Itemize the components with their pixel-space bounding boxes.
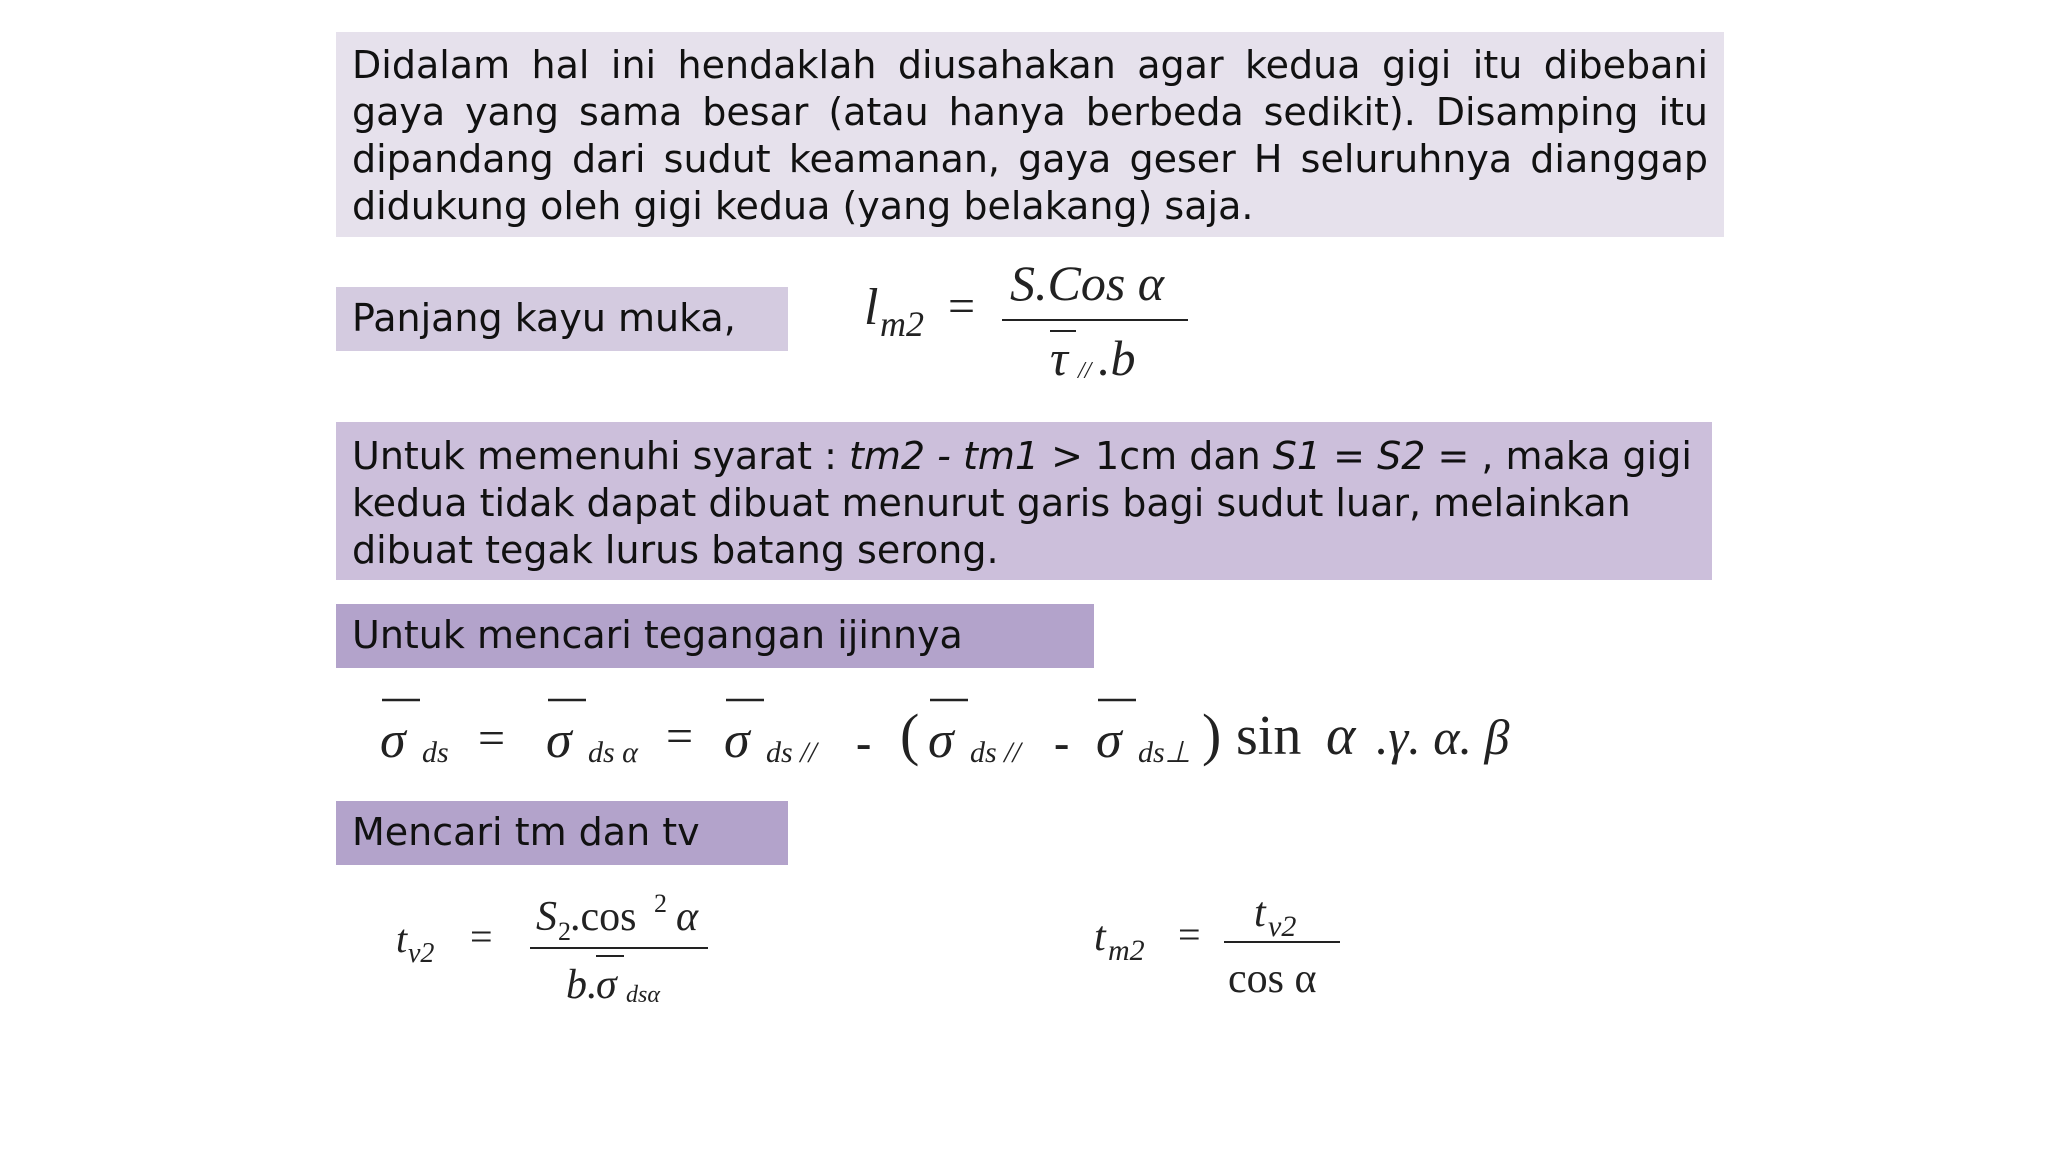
intro-paragraph: Didalam hal ini hendaklah diusahakan agar kedua gigi itu dibebani gaya yang sama besar (atau hanya berbeda sedikit). Disamping itu dipandang dari sudut keamanan, gaya geser H seluruhnya dianggap didukung oleh gigi kedua (yang belakang) saja. — [352, 43, 1708, 228]
sigma-open-paren: ( — [900, 702, 920, 767]
tv2-num-alpha: α — [676, 894, 699, 940]
sigma-eq2: = — [666, 710, 694, 763]
sigma-minus2: - — [1054, 717, 1070, 768]
tv2-equals: = — [470, 914, 493, 959]
condition-expression: tm2 - tm1 — [849, 434, 1040, 478]
tm2-num-sub: v2 — [1268, 910, 1297, 943]
tm-tv-label-box — [336, 801, 788, 865]
panjang-label-box — [336, 287, 788, 351]
lm2-lhs-sub: m2 — [880, 304, 924, 344]
tm2-num-t: t — [1254, 890, 1266, 936]
panjang-label: Panjang kayu muka, — [352, 296, 736, 340]
tv2-lhs-sub: v2 — [408, 938, 435, 969]
lm2-equals: = — [948, 280, 976, 333]
sigma5-sub: ds⊥ — [1138, 736, 1191, 769]
sigma4-symbol: σ — [928, 712, 954, 769]
condition-prefix: Untuk memenuhi syarat : — [352, 434, 849, 478]
tv2-den-b: b. — [566, 962, 598, 1008]
tv2-den-sigma: σ — [596, 962, 617, 1008]
sigma4-sub: ds // — [970, 736, 1021, 769]
sigma1-sub: ds — [422, 736, 449, 769]
formula-tv2 — [390, 880, 740, 1020]
lm2-den-sub: // — [1078, 358, 1092, 384]
tegangan-label-box — [336, 604, 1094, 668]
tegangan-label: Untuk mencari tegangan ijinnya — [352, 613, 963, 657]
sigma3-symbol: σ — [724, 712, 750, 769]
sigma2-sub: ds α — [588, 736, 638, 769]
tv2-num-sup: 2 — [654, 889, 667, 918]
lm2-numerator: S.Cos α — [1010, 255, 1165, 311]
sigma2-symbol: σ — [546, 712, 572, 769]
lm2-den-rest: .b — [1098, 330, 1136, 386]
tv2-num-S: S — [536, 894, 557, 940]
formula-tm2 — [1086, 880, 1366, 1020]
lm2-den-tau: τ — [1050, 330, 1068, 386]
sigma5-symbol: σ — [1096, 712, 1122, 769]
tm2-lhs: t — [1094, 914, 1106, 960]
tv2-lhs: t — [396, 916, 408, 961]
tv2-den-sub: dsα — [626, 982, 660, 1008]
sigma-close-paren: ) — [1202, 702, 1222, 767]
sigma3-sub: ds // — [766, 736, 817, 769]
sigma-eq1: = — [478, 712, 506, 765]
tm2-den: cos α — [1228, 956, 1317, 1002]
sigma-alpha: α — [1326, 705, 1356, 767]
tv2-num-cos: .cos — [570, 894, 637, 940]
formula-sigma — [370, 682, 1550, 782]
sigma-sin: sin — [1236, 705, 1302, 767]
tm-tv-label: Mencari tm dan tv — [352, 810, 700, 854]
sigma1-symbol: σ — [380, 712, 406, 769]
condition-suffix: , maka gigi kedua tidak dapat dibuat menurut garis bagi sudut luar, melainkan dibuat tegak lurus batang serong. — [352, 434, 1692, 572]
intro-paragraph-box — [336, 32, 1724, 237]
condition-equality: S1 = S2 = — [1272, 434, 1470, 478]
condition-paragraph-box — [336, 422, 1712, 580]
lm2-lhs: l — [864, 279, 879, 336]
sigma-minus1: - — [856, 717, 872, 768]
tm2-lhs-sub: m2 — [1108, 934, 1145, 967]
condition-middle: > 1cm dan — [1039, 434, 1273, 478]
sigma-tail: .γ. α. β — [1376, 709, 1510, 765]
formula-lm2 — [850, 250, 1200, 390]
tv2-num-sub: 2 — [558, 917, 571, 946]
tm2-equals: = — [1178, 912, 1201, 957]
